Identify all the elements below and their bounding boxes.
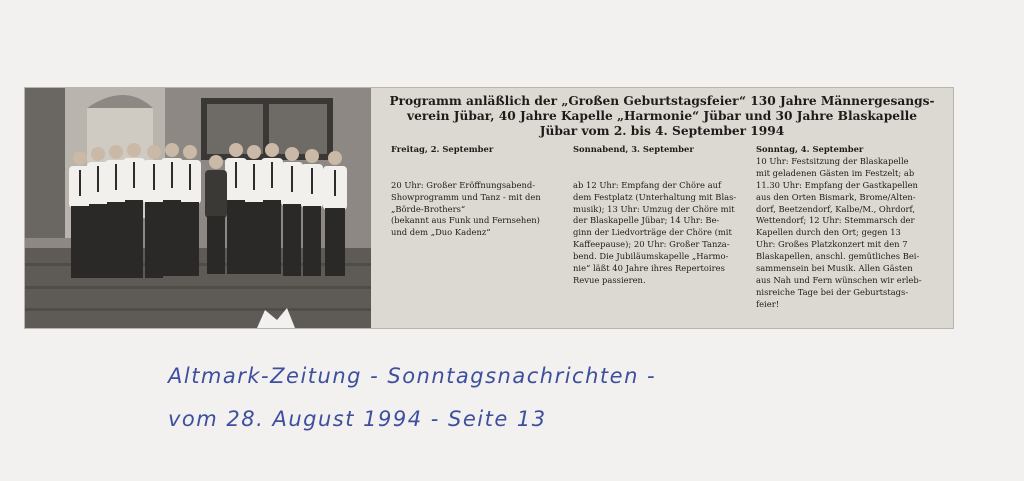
column-line: Blaskapellen, anschl. gemütliches Bei- [756,251,920,262]
column-line: Showprogramm und Tanz - mit den [391,191,541,202]
column-line: feier! [756,298,780,309]
column-line [391,156,567,168]
column-line: aus den Orten Bismark, Brome/Alten- [756,191,916,202]
column-friday [391,144,567,239]
column-line: dorf, Beetzendorf, Kalbe/M., Ohrdorf, [756,203,916,214]
article-text [371,88,953,328]
column-line: sammensein bei Musik. Allen Gästen [756,263,913,274]
column-line: 10 Uhr: Festsitzung der Blaskapelle [756,155,909,166]
column-line: bend. Die Jubiläumskapelle „Harmo- [573,251,729,262]
column-line: 11.30 Uhr: Empfang der Gastkapellen [756,179,918,190]
column-heading: Sonntag, 4. September [756,144,864,154]
column-sunday [756,144,946,311]
column-line: nisreiche Tage bei der Geburtstags- [756,286,909,297]
headline-line: Programm anläßlich der „Großen Geburtstagsfeier“ 130 Jahre Männergesangs- [389,94,935,108]
headline-line: Jübar vom 2. bis 4. September 1994 [539,124,785,138]
column-line: Revue passieren. [573,274,646,285]
group-photo [25,88,371,328]
column-line: dem Festplatz (Unterhaltung mit Blas- [573,191,737,202]
column-line: musik); 13 Uhr: Umzug der Chöre mit [573,203,735,214]
column-line: Wettendorf; 12 Uhr: Stemmarsch der [756,215,915,226]
column-heading: Freitag, 2. September [391,144,494,154]
column-line [391,168,567,180]
column-line: Kapellen durch den Ort; gegen 13 [756,227,901,238]
column-line: nie“ läßt 40 Jahre ihres Repertoires [573,263,725,274]
column-line: aus Nah und Fern wünschen wir erleb- [756,274,922,285]
column-line: ab 12 Uhr: Empfang der Chöre auf [573,179,722,190]
column-line: Kaffeepause); 20 Uhr: Großer Tanza- [573,239,730,250]
column-line [573,168,751,180]
column-line [573,156,751,168]
column-line: (bekannt aus Funk und Fernsehen) [391,215,540,226]
column-line: mit geladenen Gästen im Festzelt; ab [756,167,915,178]
column-body [573,156,751,287]
article-headline [371,94,953,139]
column-line: der Blaskapelle Jübar; 14 Uhr: Be- [573,215,720,226]
handwritten-date-line: vom 28. August 1994 - Seite 13 [168,407,547,431]
newspaper-clipping [25,88,953,328]
column-body [391,156,567,239]
column-body [756,156,946,311]
column-line: und dem „Duo Kadenz“ [391,227,491,238]
column-line: 20 Uhr: Großer Eröffnungsabend- [391,179,536,190]
column-saturday [573,144,751,287]
column-heading: Sonnabend, 3. September [573,144,694,154]
group-photo-image [25,88,371,328]
column-line: Uhr: Großes Platzkonzert mit den 7 [756,239,908,250]
handwritten-source-line: Altmark-Zeitung - Sonntagsnachrichten - [168,364,657,388]
column-line: ginn der Liedvorträge der Chöre (mit [573,227,732,238]
headline-line: verein Jübar, 40 Jahre Kapelle „Harmonie“ Jübar und 30 Jahre Blaskapelle [406,109,917,123]
column-line: „Börde-Brothers“ [391,203,466,214]
